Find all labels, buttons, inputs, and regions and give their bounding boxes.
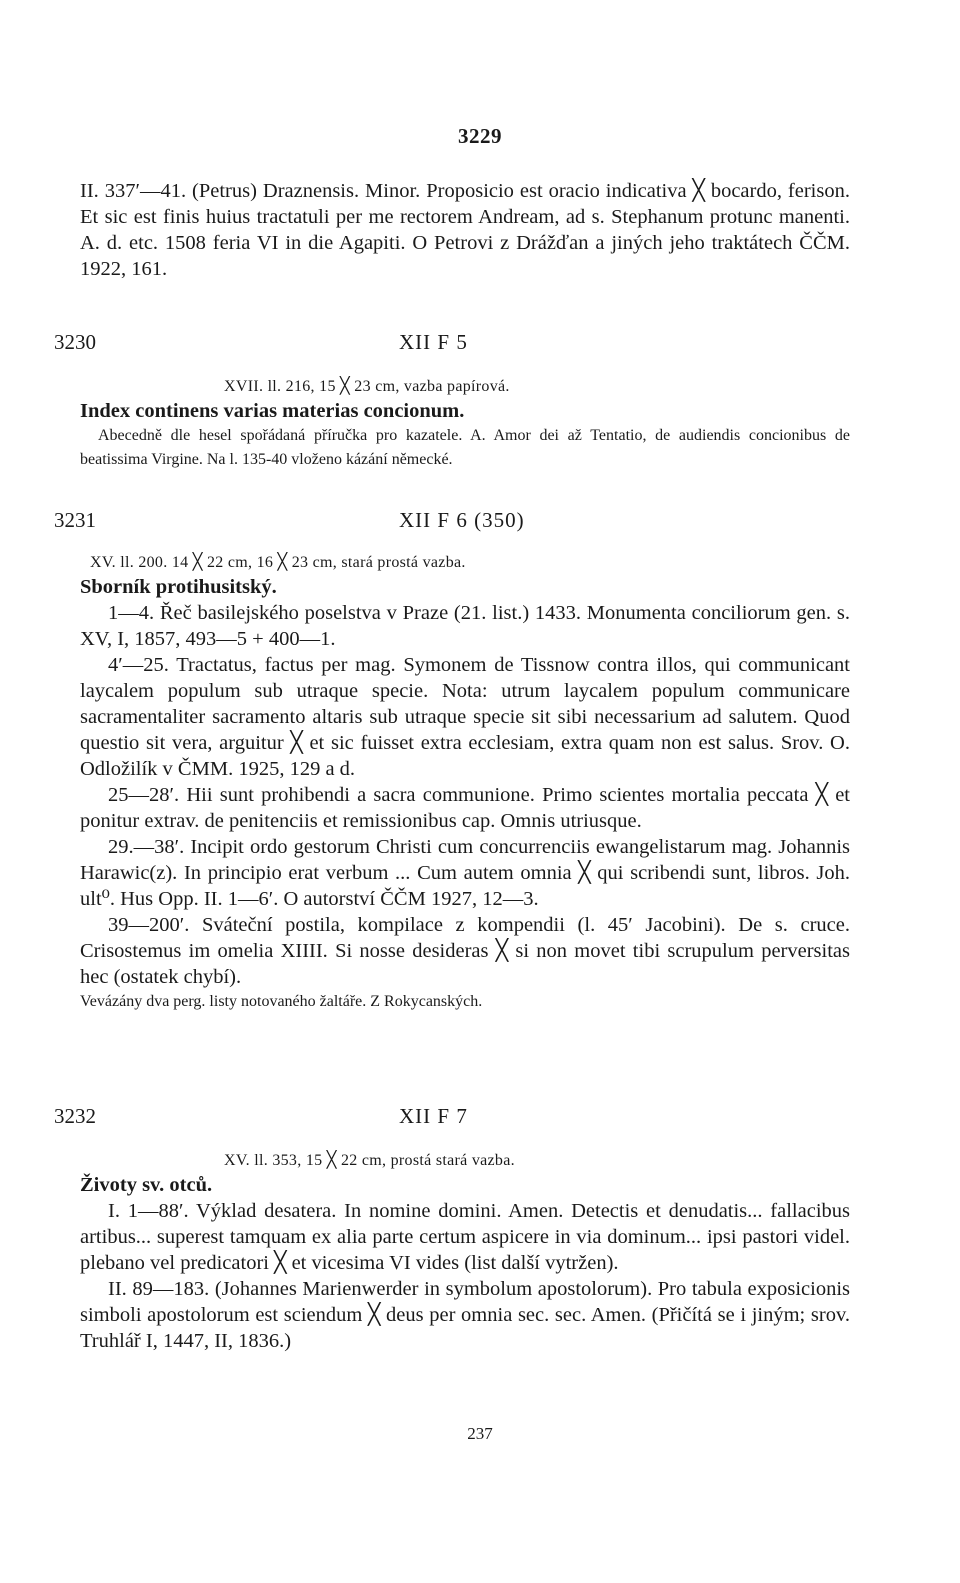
entry-title: Životy sv. otců. xyxy=(80,1174,213,1196)
entry-3230-body xyxy=(80,376,850,472)
entry-number: 3231 xyxy=(54,508,96,532)
item-2: II. 89—183. (Johannes Marienwerder in symbolum apostolorum). Pro tabula exposicionis simboli apostolorum est sciendum ╳ deus per omnia sec. sec. Amen. (Přičítá se i jiným; srov. Truhlář I, 1447, II, 1836.) xyxy=(80,1278,850,1352)
entry-number: 3230 xyxy=(54,330,96,354)
entry-note: Vevázány dva perg. listy notovaného žaltáře. Z Rokycanských. xyxy=(80,993,483,1010)
item-5: 39—200′. Sváteční postila, kompilace z kompendii (l. 45′ Jacobini). De s. cruce. Crisostemus im omelia XIIII. Si nosse desideras ╳ si non movet tibi scrupulum perversitas hec (ostatek chybí). xyxy=(80,914,850,988)
physical-description: XV. ll. 353, 15 ╳ 22 cm, prostá stará vazba. xyxy=(224,1152,515,1169)
entry-3229-text: II. 337′—41. (Petrus) Draznensis. Minor. Proposicio est oracio indicativa ╳ bocardo, ferison. Et sic est finis huius tractatuli per me rectorem Andream, ad s. Stephanum protunc manenti. A. d. etc. 1508 feria VI in die Agapiti. O Petrovi z Drážďan a jiných jeho traktátech ČČM. 1922, 161. xyxy=(80,180,850,280)
physical-description: XVII. ll. 216, 15 ╳ 23 cm, vazba papírová. xyxy=(224,378,510,395)
shelf-signature: XII F 5 xyxy=(399,330,468,354)
entry-title: Index continens varias materias concionum. xyxy=(80,400,465,422)
item-1: I. 1—88′. Výklad desatera. In nomine domini. Amen. Detectis et denudatis... fallacibus artibus... superest tamquam ex alia parte certum aspicere in via dominum... ipsi pastori videl. plebano vel predicatori ╳ et vicesima VI vides (list další vytržen). xyxy=(80,1200,850,1274)
entry-number: 3232 xyxy=(54,1104,96,1128)
item-4: 29.—38′. Incipit ordo gestorum Christi cum concurrenciis ewangelistarum mag. Johannis Harawic(z). In principio erat verbum ... Cum autem omnia ╳ qui scribendi sunt, libros. Joh. ult⁰. Hus Opp. II. 1—6′. O autorství ČČM 1927, 12—3. xyxy=(80,836,850,910)
entry-3231-body xyxy=(80,552,850,1014)
entry-title: Sborník protihusitský. xyxy=(80,576,277,598)
page-header-number: 3229 xyxy=(458,124,502,148)
physical-description: XV. ll. 200. 14 ╳ 22 cm, 16 ╳ 23 cm, stará prostá vazba. xyxy=(90,554,466,571)
item-3: 25—28′. Hii sunt prohibendi a sacra communione. Primo scientes mortalia peccata ╳ et ponitur extrav. de penitenciis et remissionibus cap. Omnis utriusque. xyxy=(80,784,850,832)
entry-note: Abecedně dle hesel spořádaná příručka pro kazatele. A. Amor dei až Tentatio, de audiendis concionibus de beatissima Virgine. Na l. 135-40 vloženo kázání německé. xyxy=(80,427,850,468)
page-number: 237 xyxy=(467,1424,493,1443)
shelf-signature: XII F 6 (350) xyxy=(399,508,525,532)
entry-3232-body xyxy=(80,1150,850,1354)
shelf-signature: XII F 7 xyxy=(399,1104,468,1128)
item-2: 4′—25. Tractatus, factus per mag. Symonem de Tissnow contra illos, qui communicant laycalem populum sub utraque specie. Nota: utrum laycalem populum communicare sacramentaliter sacramento altaris sub utraque specie sit sibi necessarium ad salutem. Quod questio sit vera, arguitur ╳ et sic fuisset extra ecclesiam, extra quam non est salus. Srov. O. Odložilík v ČMM. 1925, 129 a d. xyxy=(80,654,850,780)
item-1: 1—4. Řeč basilejského poselstva v Praze (21. list.) 1433. Monumenta conciliorum gen. s. XV, I, 1857, 493—5 + 400—1. xyxy=(80,602,850,650)
